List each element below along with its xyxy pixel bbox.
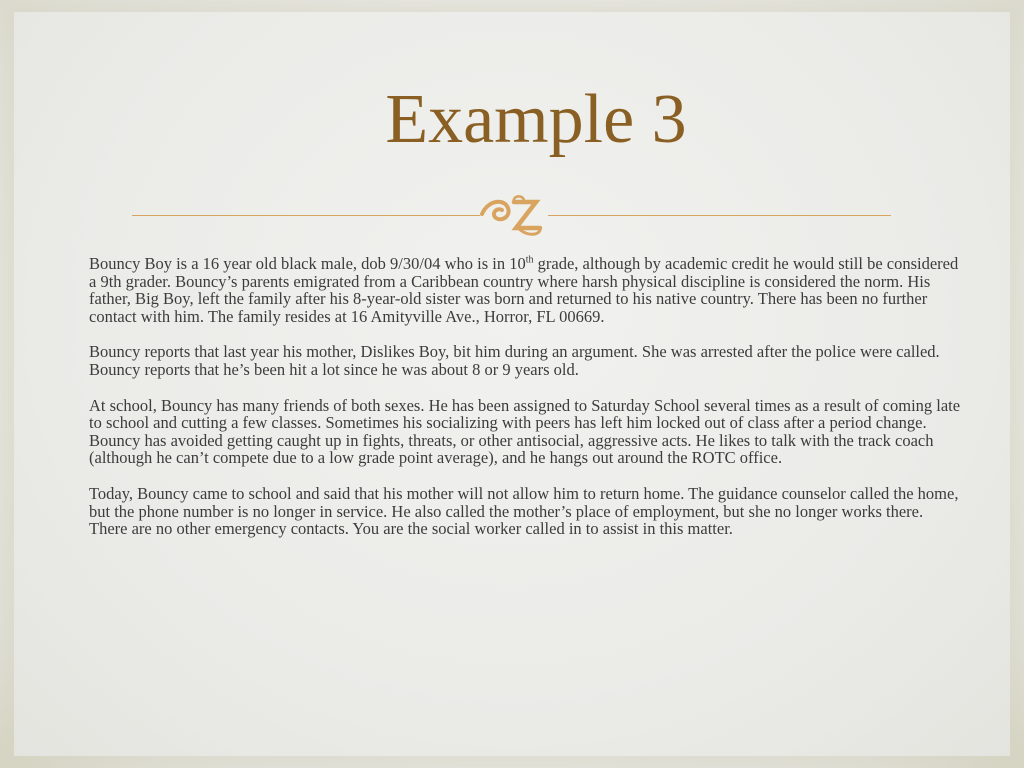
paragraph-background [89,255,961,325]
swirl-ornament-icon [478,192,550,240]
paragraph-today: Today, Bouncy came to school and said that his mother will not allow him to return home. The guidance counselor called the home, but the phone number is no longer in service. He also called the mother’s place of employment, but she no longer works there. There are no other emergency contacts. You are the social worker called in to assist in this matter. [89,483,959,539]
slide-title: Example 3 [385,81,687,158]
divider-line-right [548,215,891,216]
paragraph-school: At school, Bouncy has many friends of both sexes. He has been assigned to Saturday School several times as a result of coming late to school and cutting a few classes. Sometimes his socializing with peers has left him locked out of class after a period change. Bouncy has avoided getting caught up in fights, threats, or other antisocial, aggressive acts. He likes to talk with the track coach (although he can’t compete due to a low grade point average), and he hangs out around the ROTC office. [89,395,961,468]
paragraph-background-part1: Bouncy Boy is a 16 year old black male, dob 9/30/04 who is in 10 [89,254,526,273]
body-text [89,255,961,556]
paragraph-background-part2: grade, although by academic credit he would still be considered a 9th grader. Bouncy’s parents emigrated from a Caribbean country where harsh physical discipline is considered the norm. His father, Big Boy, left the family after his 8-year-old sister was born and returned to his native country. There has been no further contact with him. The family resides at 16 Amityville Ave., Horror, FL 00669. [89,254,959,326]
ordinal-suffix: th [525,254,534,266]
paragraph-abuse-report: Bouncy reports that last year his mother, Dislikes Boy, bit him during an argument. She was arrested after the police were called. Bouncy reports that he’s been hit a lot since he was about 8 or 9 years old. [89,342,940,379]
divider-line-left [132,215,480,216]
